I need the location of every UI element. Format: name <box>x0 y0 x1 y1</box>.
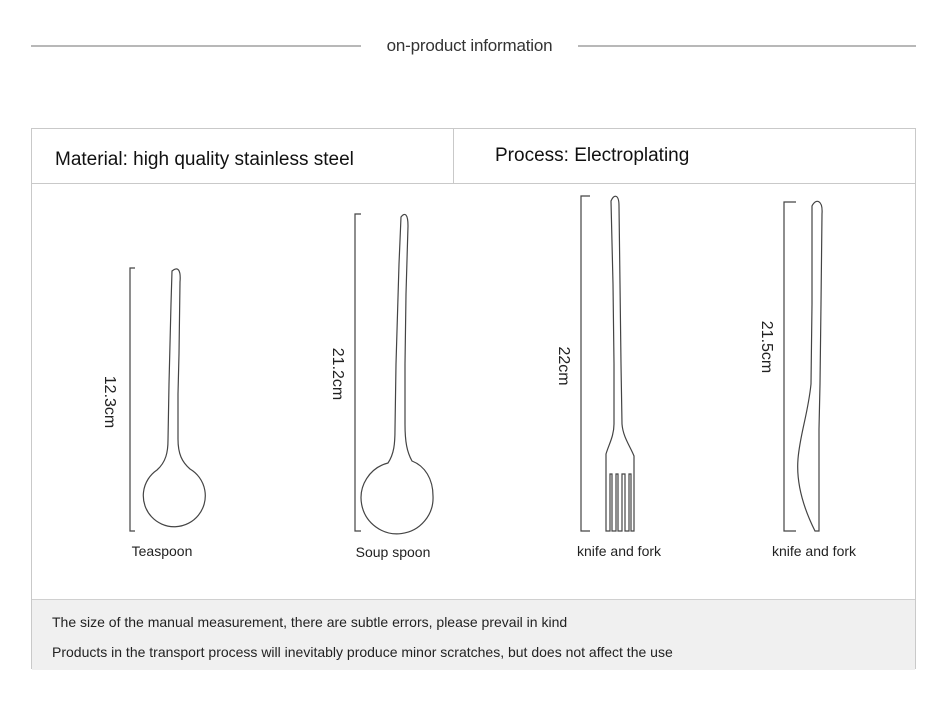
soup-spoon-icon <box>361 214 433 533</box>
fork-length-label: 22cm <box>555 346 572 386</box>
header-rule-left <box>31 45 361 47</box>
teaspoon-icon <box>143 269 205 527</box>
fork-dimension-bracket <box>581 196 590 531</box>
spec-row <box>32 129 915 184</box>
measurement-note: The size of the manual measurement, there are subtle errors, please prevail in kind <box>52 614 568 630</box>
knife-length-label: 21.5cm <box>758 320 775 374</box>
teaspoon-name-label: Teaspoon <box>131 543 193 559</box>
knife-name-label: knife and fork <box>771 543 857 559</box>
process-spec: Process: Electroplating <box>495 145 690 166</box>
spec-divider <box>453 129 454 184</box>
soup-spoon-name-label: Soup spoon <box>355 544 431 560</box>
knife-icon <box>798 201 822 531</box>
product-info-panel <box>31 128 916 669</box>
knife-dimension-bracket <box>784 202 796 531</box>
teaspoon-dimension-bracket <box>130 268 135 531</box>
teaspoon-illustration <box>130 268 205 531</box>
soup-spoon-illustration <box>355 214 433 534</box>
scratch-note: Products in the transport process will inevitably produce minor scratches, but does not affect the use <box>52 644 673 660</box>
material-spec: Material: high quality stainless steel <box>55 149 354 170</box>
knife-illustration <box>784 201 822 531</box>
notes-section <box>32 599 915 670</box>
fork-icon <box>606 196 634 531</box>
soup-spoon-dimension-bracket <box>355 214 361 531</box>
fork-name-label: knife and fork <box>576 543 662 559</box>
soup-spoon-length-label: 21.2cm <box>329 347 346 401</box>
fork-illustration <box>581 196 634 531</box>
header-rule-right <box>578 45 916 47</box>
teaspoon-length-label: 12.3cm <box>101 375 118 429</box>
page-title: on-product information <box>386 36 553 55</box>
cutlery-drawing <box>32 184 917 599</box>
